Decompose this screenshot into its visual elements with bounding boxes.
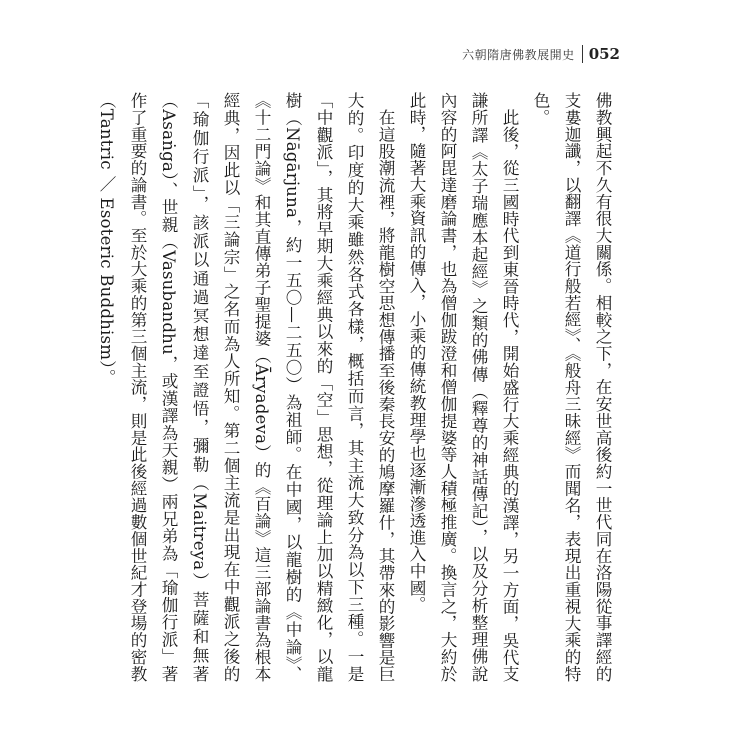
header-divider [582, 45, 583, 63]
book-title: 六朝隋唐佛教展開史 [462, 47, 575, 62]
paragraph-2: 此後，從三國時代到東晉時代，開始盛行大乘經典的漢譯，另一方面，吳代支謙所譯《太子瑞應本起經》之類的佛傳（釋尊的神話傳記），以及分析整理佛說內容的阿毘達磨論書，也為僧伽跋澄和僧伽提婆等人積極推廣。換言之，大約於此時，隨著大乘資訊的傳入，小乘的傳統教理學也逐漸滲透進入中國。 [407, 92, 519, 682]
paragraph-3: 在這股潮流裡，將龍樹空思想傳播至後秦長安的鳩摩羅什，其帶來的影響是巨大的。印度的大乘雖然各式各樣，概括而言，其主流大致分為以下三種。一是「中觀派」，其將早期大乘經典以來的「空」思想，從理論上加以精緻化，以龍樹（Nāgārjuna，約一五〇—二五〇）為祖師。在中國，以龍樹的《中論》、《十二門論》和其直傳弟子聖提婆（Āryadeva）的《百論》這三部論書為根本經典，因此以「三論宗」之名而為人所知。第二個主流是出現在中觀派之後的「瑜伽行派」，該派以通過冥想達至證悟，彌勒（Maitreya）菩薩和無著（Asaṅga）、世親（Vasubandhu，或漢譯為天親）兩兄弟為「瑜伽行派」著作了重要的論書。至於大乘的第三個主流，則是此後經過數個世紀才登場的密教（Tantric ／ Esoteric Buddhism）。 [97, 92, 395, 682]
running-header [462, 44, 620, 64]
body-text [91, 92, 618, 682]
page-number: 052 [588, 45, 620, 63]
paragraph-1: 佛教興起不久有很大關係。相較之下，在安世高後約一世代同在洛陽從事譯經的支婁迦讖，以翻譯《道行般若經》、《般舟三昧經》而聞名，表現出重視大乘的特色。 [531, 92, 612, 682]
